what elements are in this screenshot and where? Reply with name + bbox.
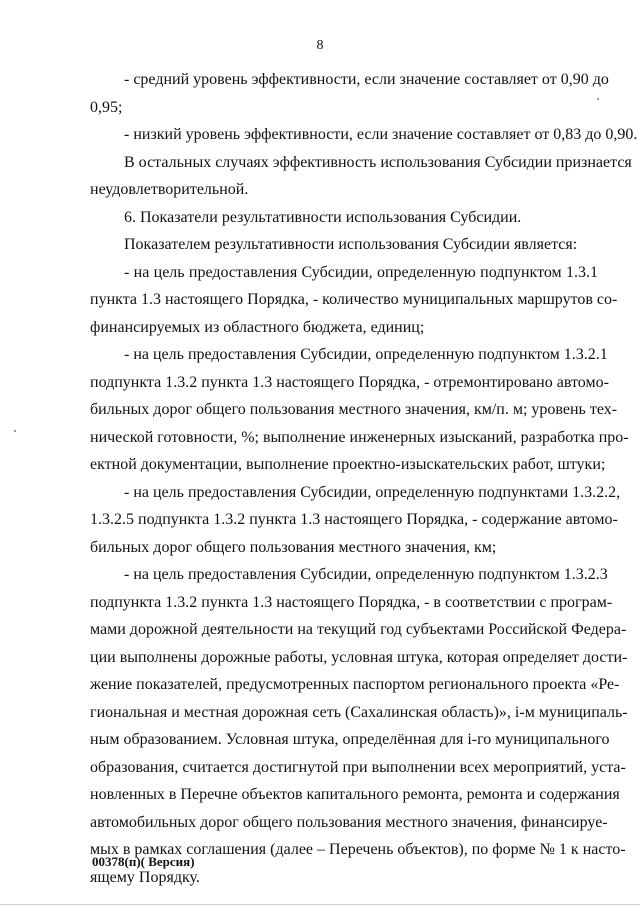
text-line: подпункта 1.3.2 пункта 1.3 настоящего Порядка, - в соответствии с програм- (90, 593, 613, 611)
text-line: - на цель предоставления Субсидии, определенную подпунктом 1.3.2.1 (124, 346, 608, 363)
text-line: гиональная и местная дорожная сеть (Сахалинская область)», i-м муниципаль- (90, 703, 628, 721)
text-line: ектной документации, выполнение проектно-изыскательских работ, штуки; (90, 456, 606, 473)
paragraph (90, 66, 609, 121)
page-number: 8 (316, 38, 324, 53)
text-line: Показателем результативности использования Субсидии является: (124, 236, 578, 253)
text-line: нической готовности, %; выполнение инженерных изысканий, разработка про- (90, 428, 629, 446)
section-heading: 6. Показатели результативности использования Субсидии. (124, 208, 522, 226)
text-line: бильных дорог общего пользования местного значения, км/п. м; уровень тех- (90, 401, 618, 418)
text-line: пункта 1.3 настоящего Порядка, - количество муниципальных маршрутов со- (90, 291, 618, 308)
text-line: мых в рамках соглашения (далее – Перечень объектов), по форме № 1 к насто- (90, 841, 626, 858)
document-code: 00378(п)( Версия) (92, 854, 195, 869)
text-line: 0,95; (90, 98, 123, 116)
text-line: - на цель предоставления Субсидии, определенную подпунктами 1.3.2.2, (124, 483, 621, 501)
paragraph (90, 204, 598, 232)
paragraph (90, 121, 638, 149)
paragraph (90, 259, 618, 342)
text-line: автомобильных дорог общего пользования местного значения, финансируе- (90, 813, 608, 831)
text-line: ным образованием. Условная штука, определённая для i-го муниципального (90, 731, 610, 748)
text-line: мами дорожной деятельности на текущий год субъектами Российской Федера- (90, 621, 627, 638)
text-line: образования, считается достигнутой при выполнении всех мероприятий, уста- (90, 758, 626, 776)
scan-speck (597, 98, 599, 100)
scan-edge-line (0, 904, 640, 905)
text-line: - на цель предоставления Субсидии, определенную подпунктом 1.3.1 (124, 263, 598, 281)
text-line: новленных в Перечне объектов капитального ремонта, ремонта и содержания (90, 786, 620, 803)
paragraph (90, 341, 629, 479)
text-line: подпункта 1.3.2 пункта 1.3 настоящего Порядка, - отремонтировано автомо- (90, 373, 609, 391)
text-line: финансируемых из областного бюджета, единиц; (90, 318, 425, 336)
text-line: 1.3.2.5 подпункта 1.3.2 пункта 1.3 настоящего Порядка, - содержание автомо- (90, 511, 618, 528)
text-line: - средний уровень эффективности, если значение составляет от 0,90 до (124, 71, 609, 88)
text-line: неудовлетворительной. (90, 181, 249, 198)
document-body (90, 66, 638, 891)
paragraph (90, 561, 628, 891)
text-line: бильных дорог общего пользования местного значения, км; (90, 538, 497, 556)
paragraph (90, 231, 598, 259)
text-line: ящему Порядку. (90, 868, 200, 886)
text-line: ции выполнены дорожные работы, условная штука, которая определяет дости- (90, 648, 628, 666)
text-line: жение показателей, предусмотренных паспортом регионального проекта «Ре- (90, 676, 620, 693)
text-line: - низкий уровень эффективности, если значение составляет от 0,83 до 0,90. (124, 126, 638, 143)
text-line: - на цель предоставления Субсидии, определенную подпунктом 1.3.2.3 (124, 566, 608, 583)
scan-speck (14, 430, 16, 432)
text-line: В остальных случаях эффективность использования Субсидии признается (124, 153, 632, 171)
paragraph (90, 479, 621, 562)
paragraph (90, 149, 632, 204)
